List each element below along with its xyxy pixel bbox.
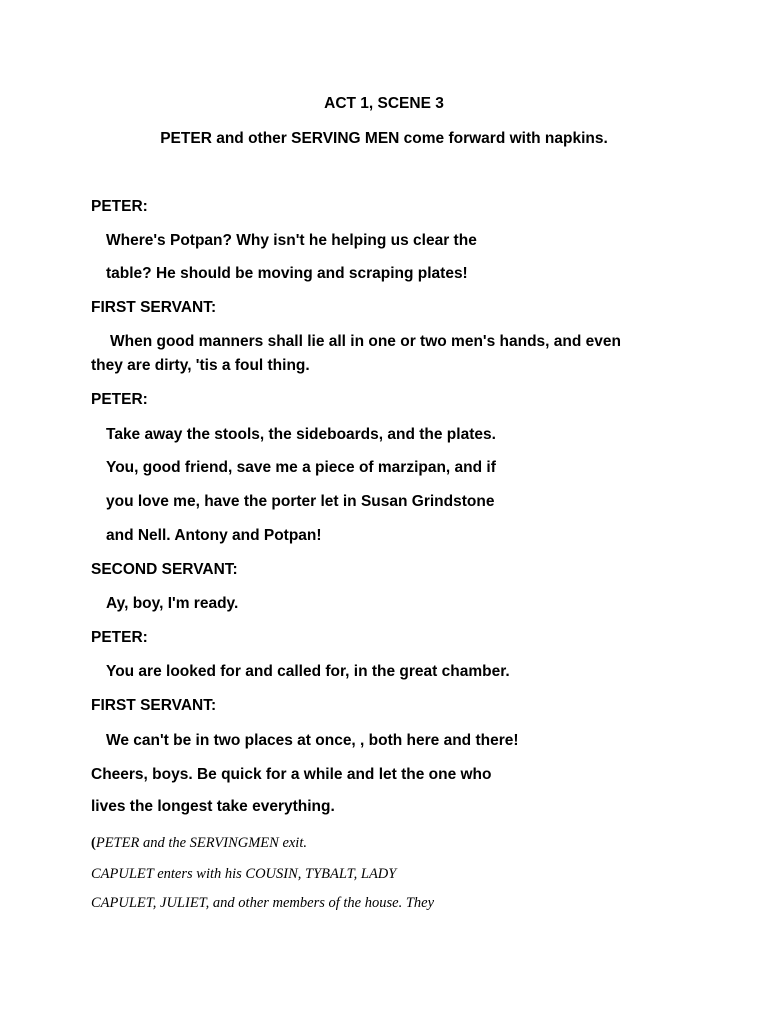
speaker-name: PETER: [91,198,148,215]
dialogue-line: You, good friend, save me a piece of marzipan, and if [106,459,496,476]
opening-stage-direction: PETER and other SERVING MEN come forward with napkins. [160,130,608,147]
dialogue-line: lives the longest take everything. [91,798,335,815]
dialogue-line: table? He should be moving and scraping plates! [106,265,468,282]
dialogue-line: You are looked for and called for, in the great chamber. [106,663,510,680]
speaker-name: SECOND SERVANT: [91,561,238,578]
stage-direction-text: PETER and the SERVINGMEN exit. [95,835,307,851]
scene-title: ACT 1, SCENE 3 [324,95,444,112]
speaker-name: FIRST SERVANT: [91,697,217,714]
speaker-name: FIRST SERVANT: [91,299,217,316]
dialogue-line: and Nell. Antony and Potpan! [106,527,322,544]
closing-stage-direction-line: CAPULET enters with his COUSIN, TYBALT, LADY [91,866,397,882]
dialogue-line: We can't be in two places at once, , both here and there! [106,732,519,749]
dialogue-line: Ay, boy, I'm ready. [106,595,239,612]
closing-stage-direction-line: CAPULET, JULIET, and other members of the house. They [91,895,435,911]
dialogue-line: When good manners shall lie all in one or two men's hands, and even [110,333,621,350]
dialogue-line: Cheers, boys. Be quick for a while and let the one who [91,766,492,783]
speaker-name: PETER: [91,391,148,408]
dialogue-line: Where's Potpan? Why isn't he helping us clear the [106,232,477,249]
dialogue-line: you love me, have the porter let in Susan Grindstone [106,493,495,510]
speaker-name: PETER: [91,629,148,646]
closing-stage-direction-line [91,834,307,852]
dialogue-line: Take away the stools, the sideboards, and the plates. [106,426,496,443]
dialogue-line: they are dirty, 'tis a foul thing. [91,357,310,374]
open-parenthesis: ( [91,835,96,851]
